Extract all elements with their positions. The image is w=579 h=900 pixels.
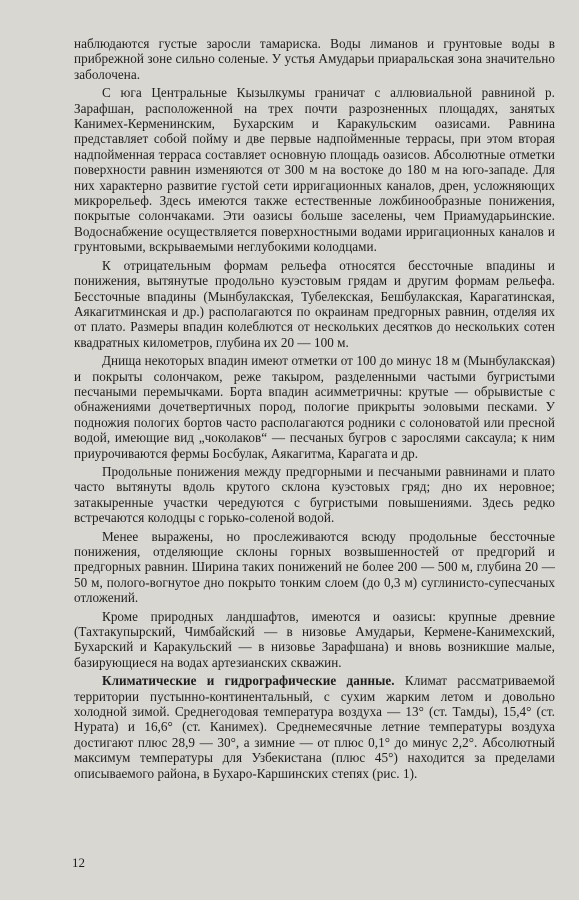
paragraph-3: К отрицательным формам рельефа относятся бессточные впадины и понижения, вытянутые продольно куэстовым грядам и другим формам рельефа. Бессточные впадины (Мынбулакская, Тубелекская, Бешбулакская, Карагатинская, Аякагитминская и др.) располагаются по окраинам предгорных равнин, отделяя их от плато. Размеры впадин колеблются от нескольких десятков до нескольких сотен квадратных километров, глубина их 20 — 100 м. (74, 257, 555, 350)
paragraph-2: С юга Центральные Кызылкумы граничат с аллювиальной равниной р. Зарафшан, расположенной на трех почти разрозненных площадях, занятых Канимех-Керменинским, Бухарским и Каракульским оазисами. Равнина представляет собой пойму и две первые надпойменные террасы, при этом вторая надпойменная терраса составляет основную площадь оазисов. Абсолютные отметки поверхности равнин изменяются от 300 м на востоке до 180 м на юго-западе. Для них характерно развитие густой сети ирригационных каналов, дрен, усложняющих микрорельеф. Здесь имеются также естественные ложбинообразные понижения, покрытые солончаками. Эти оазисы больше заселены, чем Приамударьинские. Водоснабжение осуществляется поверхностными водами ирригационных каналов и грунтовыми, вскрываемыми неглубокими колодцами. (74, 85, 555, 255)
body-text (74, 36, 555, 784)
section-text: Климат рассматриваемой территории пустынно-континентальный, с сухим жарким летом и довольно холодной зимой. Среднегодовая температура воздуха — 13° (ст. Тамды), 15,4° (ст. Нурата) и 16,6° (ст. Канимех). Среднемесячные летние температуры воздуха достигают плюс 28,9 — 30°, а зимние — от плюс 0,1° до минус 2,2°. Абсолютный максимум температуры для Узбекистана (плюс 45°) находится за пределами описываемого района, в Бухаро-Каршинских степях (рис. 1). (74, 673, 555, 781)
page-number: 12 (72, 855, 85, 870)
paragraph-6: Менее выражены, но прослеживаются всюду продольные бессточные понижения, отделяющие склоны горных возвышенностей от предгорий и предгорных равнин. Ширина таких понижений не более 200 — 500 м, глубина 20 — 50 м, полого-вогнутое дно покрыто тонким слоем (до 0,3 м) суглинисто-супесчаных отложений. (74, 528, 555, 606)
section-heading: Климатические и гидрографические данные. (102, 673, 395, 689)
paragraph-4: Днища некоторых впадин имеют отметки от 100 до минус 18 м (Мынбулакская) и покрыты солончаком, реже такыром, разделенными частыми бугристыми песчаными перемычками. Борта впадин асимметричны: крутые — обрывистые с обнажениями дочетвертичных пород, пологие прикрыты эоловыми песками. У подножия пологих бортов часто располагаются родники с солоноватой или пресной водой, имеющие вид „чоколаков“ — песчаных бугров с зарослями саксаула; к ним приурочиваются фермы Босбулак, Аякагитма, Карагата и др. (74, 353, 555, 461)
paragraph-8 (74, 673, 555, 781)
paragraph-1: наблюдаются густые заросли тамариска. Воды лиманов и грунтовые воды в прибрежной зоне сильно соленые. У устья Амударьи приаральская зона значительно заболочена. (74, 36, 555, 82)
paragraph-7: Кроме природных ландшафтов, имеются и оазисы: крупные древние (Тахтакупырский, Чимбайский — в низовье Амударьи, Кермене-Канимехский, Бухарский и Каракульский — в низовье Зарафшана) и вновь возникшие малые, базирующиеся на водах артезианских скважин. (74, 608, 555, 670)
paragraph-5: Продольные понижения между предгорными и песчаными равнинами и плато часто вытянуты вдоль крутого склона куэстовых гряд; дно их неровное; затакыренные участки чередуются с бугристыми повышениями. Здесь редко встречаются колодцы с горько-соленой водой. (74, 463, 555, 526)
